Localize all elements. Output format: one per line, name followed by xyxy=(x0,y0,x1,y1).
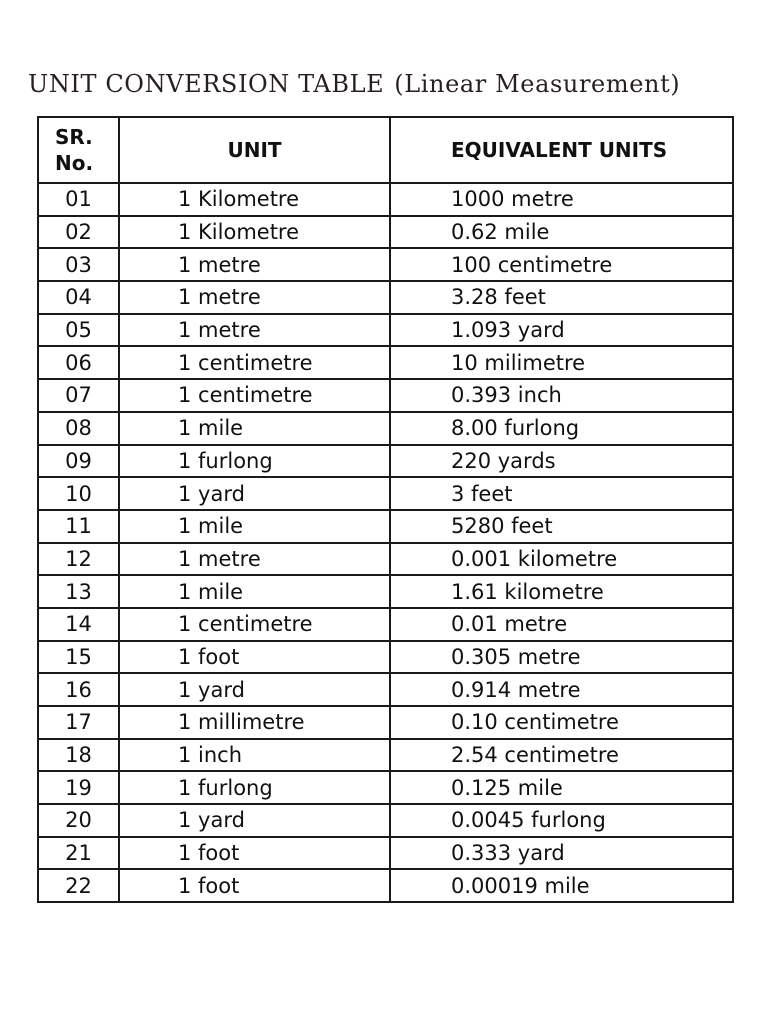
cell-sr-no: 09 xyxy=(38,445,119,478)
table-row xyxy=(38,543,733,576)
cell-equivalent: 1000 metre xyxy=(390,183,733,216)
cell-equivalent: 0.0045 furlong xyxy=(390,804,733,837)
cell-unit: 1 metre xyxy=(119,281,390,314)
cell-unit: 1 mile xyxy=(119,510,390,543)
cell-unit: 1 centimetre xyxy=(119,608,390,641)
cell-sr-no: 11 xyxy=(38,510,119,543)
cell-sr-no: 05 xyxy=(38,314,119,347)
cell-equivalent: 0.914 metre xyxy=(390,673,733,706)
cell-unit: 1 yard xyxy=(119,804,390,837)
table-header xyxy=(38,117,733,183)
cell-sr-no: 14 xyxy=(38,608,119,641)
cell-sr-no: 22 xyxy=(38,869,119,902)
table-row xyxy=(38,837,733,870)
header-row xyxy=(38,117,733,183)
cell-sr-no: 01 xyxy=(38,183,119,216)
conversion-table xyxy=(37,116,734,903)
cell-sr-no: 07 xyxy=(38,379,119,412)
cell-unit: 1 metre xyxy=(119,314,390,347)
cell-unit: 1 metre xyxy=(119,543,390,576)
cell-unit: 1 centimetre xyxy=(119,379,390,412)
table-row xyxy=(38,869,733,902)
cell-sr-no: 12 xyxy=(38,543,119,576)
table-row xyxy=(38,314,733,347)
cell-unit: 1 foot xyxy=(119,869,390,902)
cell-equivalent: 8.00 furlong xyxy=(390,412,733,445)
header-sr-line2: No. xyxy=(55,151,94,175)
cell-sr-no: 02 xyxy=(38,216,119,249)
cell-unit: 1 furlong xyxy=(119,445,390,478)
cell-equivalent: 220 yards xyxy=(390,445,733,478)
cell-unit: 1 furlong xyxy=(119,771,390,804)
table-row xyxy=(38,739,733,772)
cell-equivalent: 0.001 kilometre xyxy=(390,543,733,576)
title-subtitle: (Linear Measurement) xyxy=(394,70,681,98)
cell-unit: 1 Kilometre xyxy=(119,183,390,216)
header-sr-no xyxy=(38,117,119,183)
cell-sr-no: 17 xyxy=(38,706,119,739)
cell-equivalent: 100 centimetre xyxy=(390,248,733,281)
table-row xyxy=(38,510,733,543)
table-row xyxy=(38,804,733,837)
cell-sr-no: 20 xyxy=(38,804,119,837)
cell-unit: 1 millimetre xyxy=(119,706,390,739)
table-row xyxy=(38,412,733,445)
table-row xyxy=(38,379,733,412)
table-row xyxy=(38,216,733,249)
table-row xyxy=(38,608,733,641)
cell-unit: 1 foot xyxy=(119,641,390,674)
table-row xyxy=(38,445,733,478)
cell-unit: 1 yard xyxy=(119,477,390,510)
cell-equivalent: 10 milimetre xyxy=(390,346,733,379)
table-row xyxy=(38,183,733,216)
title-main: UNIT CONVERSION TABLE xyxy=(28,70,385,98)
cell-unit: 1 yard xyxy=(119,673,390,706)
cell-equivalent: 0.393 inch xyxy=(390,379,733,412)
cell-unit: 1 mile xyxy=(119,412,390,445)
table-row xyxy=(38,641,733,674)
page-title xyxy=(28,70,748,98)
cell-equivalent: 5280 feet xyxy=(390,510,733,543)
table-row xyxy=(38,248,733,281)
table-row xyxy=(38,346,733,379)
cell-equivalent: 0.00019 mile xyxy=(390,869,733,902)
cell-unit: 1 metre xyxy=(119,248,390,281)
cell-sr-no: 10 xyxy=(38,477,119,510)
cell-equivalent: 3 feet xyxy=(390,477,733,510)
cell-equivalent: 0.125 mile xyxy=(390,771,733,804)
table-body xyxy=(38,183,733,902)
header-equivalent-units: EQUIVALENT UNITS xyxy=(390,117,733,183)
table-row xyxy=(38,281,733,314)
cell-sr-no: 21 xyxy=(38,837,119,870)
cell-unit: 1 centimetre xyxy=(119,346,390,379)
cell-sr-no: 06 xyxy=(38,346,119,379)
cell-sr-no: 18 xyxy=(38,739,119,772)
cell-sr-no: 19 xyxy=(38,771,119,804)
cell-sr-no: 03 xyxy=(38,248,119,281)
header-sr-line1: SR. xyxy=(55,125,93,149)
cell-equivalent: 1.61 kilometre xyxy=(390,575,733,608)
table-row xyxy=(38,771,733,804)
cell-equivalent: 0.10 centimetre xyxy=(390,706,733,739)
cell-unit: 1 Kilometre xyxy=(119,216,390,249)
table-row xyxy=(38,477,733,510)
table-row xyxy=(38,673,733,706)
cell-sr-no: 15 xyxy=(38,641,119,674)
cell-equivalent: 3.28 feet xyxy=(390,281,733,314)
cell-unit: 1 inch xyxy=(119,739,390,772)
cell-equivalent: 0.01 metre xyxy=(390,608,733,641)
header-unit: UNIT xyxy=(119,117,390,183)
cell-equivalent: 1.093 yard xyxy=(390,314,733,347)
cell-sr-no: 04 xyxy=(38,281,119,314)
cell-sr-no: 16 xyxy=(38,673,119,706)
table-row xyxy=(38,575,733,608)
cell-equivalent: 0.62 mile xyxy=(390,216,733,249)
cell-unit: 1 mile xyxy=(119,575,390,608)
cell-sr-no: 08 xyxy=(38,412,119,445)
cell-equivalent: 0.305 metre xyxy=(390,641,733,674)
cell-equivalent: 2.54 centimetre xyxy=(390,739,733,772)
cell-unit: 1 foot xyxy=(119,837,390,870)
table-row xyxy=(38,706,733,739)
cell-equivalent: 0.333 yard xyxy=(390,837,733,870)
cell-sr-no: 13 xyxy=(38,575,119,608)
